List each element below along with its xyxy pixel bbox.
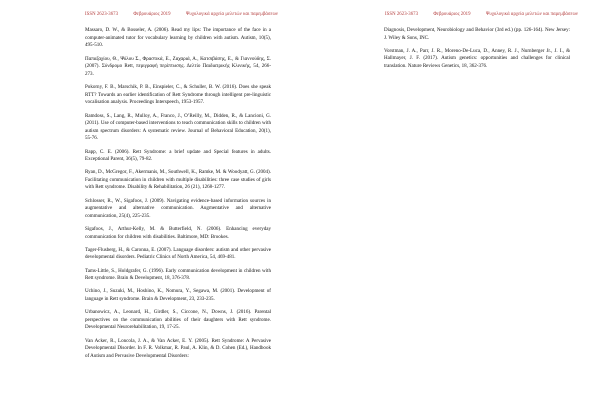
page-header (385, 12, 592, 17)
reference-entry: Ramdoss, S., Lang, R., Mulloy, A., Franco, J., O’Reilly, M., Didden, R., & Lancioni, G. (2011). Use of computer-based interventions to teach communication skills to children with autism spectrum disorders: A systematic review. Journal of Behavioral Education, 20(1), 55-76. (85, 112, 271, 142)
header-journal: Ψυχολογικά αρχεία μελετών και παρεμβάσεων (485, 12, 579, 17)
reference-entry: Παπαζαχίου, Θ., Ψόλου Σ., Φραστικά, Ε., Ζαχαριά, Α., Κατσιβάσης, Ε., & Γιαννούδης, Σ. (2007). Σύνδρομο Rett, περιγραφή περίπτωσης. Δελτίο Παιδιατρικής Κλινικής, 54, 266-273. (85, 55, 271, 77)
reference-entry: Schlosser, R., W., Sigafoos, J. (2009). Navigating evidence-based information sources in augmentative and alternative communication. Augmentative and alternative communication, 25(4), 225-235. (85, 197, 271, 219)
reference-entry: Tager-Flusberg, H., & Caronna, E. (2007). Language disorders: autism and other pervasive developmental disorders. Pediatric Clinics of North America, 54, 469-481. (85, 246, 271, 261)
reference-list (85, 27, 271, 366)
reference-entry: Pokorny, F. B., Marschik, P. B., Einspieler, C., & Schuller, B. W. (2016). Does she speak RTT? Towards an earlier identification of Rett Syndrome through intelligent pre-linguistic vocalisation analysis. Proceedings Interspeech, 1953-1957. (85, 84, 271, 106)
reference-entry: Diagnosis, Development, Neurobiology and Behavior (3rd ed.) (pp. 126-164). New Jersey: J. Wiley & Sons, INC. (384, 27, 570, 41)
reference-entry: Van Acker, R., Loncola, J. A., & Van Acker, E. Y. (2005). Rett Syndrome: A Pervasive Developmental Disorder. In F. R. Volkmar, R. Paul, A. Klin, & D. Cohen (Ed.), Handbook of Autism and Pervasive Developmental Disorders: (85, 337, 271, 359)
page-header (85, 12, 292, 17)
header-journal: Ψυχολογικά αρχεία μελετών και παρεμβάσεων (185, 12, 279, 17)
reference-entry: Urbanowicz, A., Leonard, H., Girdler, S., Ciccone, N., Downs, J. (2016). Parental perspectives on the communication abilities of their daughters with Rett syndrome. Developmental Neurorehabilitation, 19, 17-25. (85, 309, 271, 331)
reference-list (384, 27, 570, 76)
reference-entry: Massaro, D. W., & Bosseler, A. (2006). Read my lips: The importance of the face in a computer-animated tutor for vocabulary learning by children with autism. Autism, 10(5), 495-510. (85, 27, 271, 49)
reference-entry: Ryan, D., McGregor, F., Akermanis, M., Southwell, K., Ramke, M. & Woodyatt, G. (2004). Facilitating communication in children with multiple disabilities: three case studies of girls with Rett syndrome. Disability & Rehabilitation, 26 (21), 1268-1277. (85, 169, 271, 191)
header-date: Φεβρουάριος 2019 (133, 12, 171, 17)
right-page (300, 0, 600, 407)
reference-entry: Rapp, C. E. (2006). Rett Syndrome: a brief update and Special features in adults. Exceptional Parent, 36(5), 79-82. (85, 148, 271, 163)
header-date: Φεβρουάριος 2019 (433, 12, 471, 17)
reference-entry: Sigafoos, J., Arthur-Kelly, M. & Butterfield, N. (2006). Enhancing everyday communication for children with disabilities. Baltimore, MD: Brookes. (85, 226, 271, 240)
header-issn: ISSN 2623-3673 (85, 12, 119, 17)
reference-entry: Vorstman, J. A., Parr, J. R., Moreno-De-Luca, D., Anney, R. J., Nurnberger Jr., J. I., & Hallmayer, J. F. (2017). Autism genetics: opportunities and challenges for clinical translation. Nature Reviews Genetics, 18, 362-376. (384, 47, 570, 69)
reference-entry: Uchino, J., Suzuki, M., Hoshino, K., Nomura, Y., Segawa, M. (2001). Development of language in Rett syndrome. Brain & Development, 23, 233-235. (85, 288, 271, 302)
reference-entry: Tams-Little, S., Holdgrafer, G. (1996). Early communication development in children with Rett syndrome. Brain & Development, 18, 376-378. (85, 267, 271, 282)
header-issn: ISSN 2623-3673 (385, 12, 419, 17)
